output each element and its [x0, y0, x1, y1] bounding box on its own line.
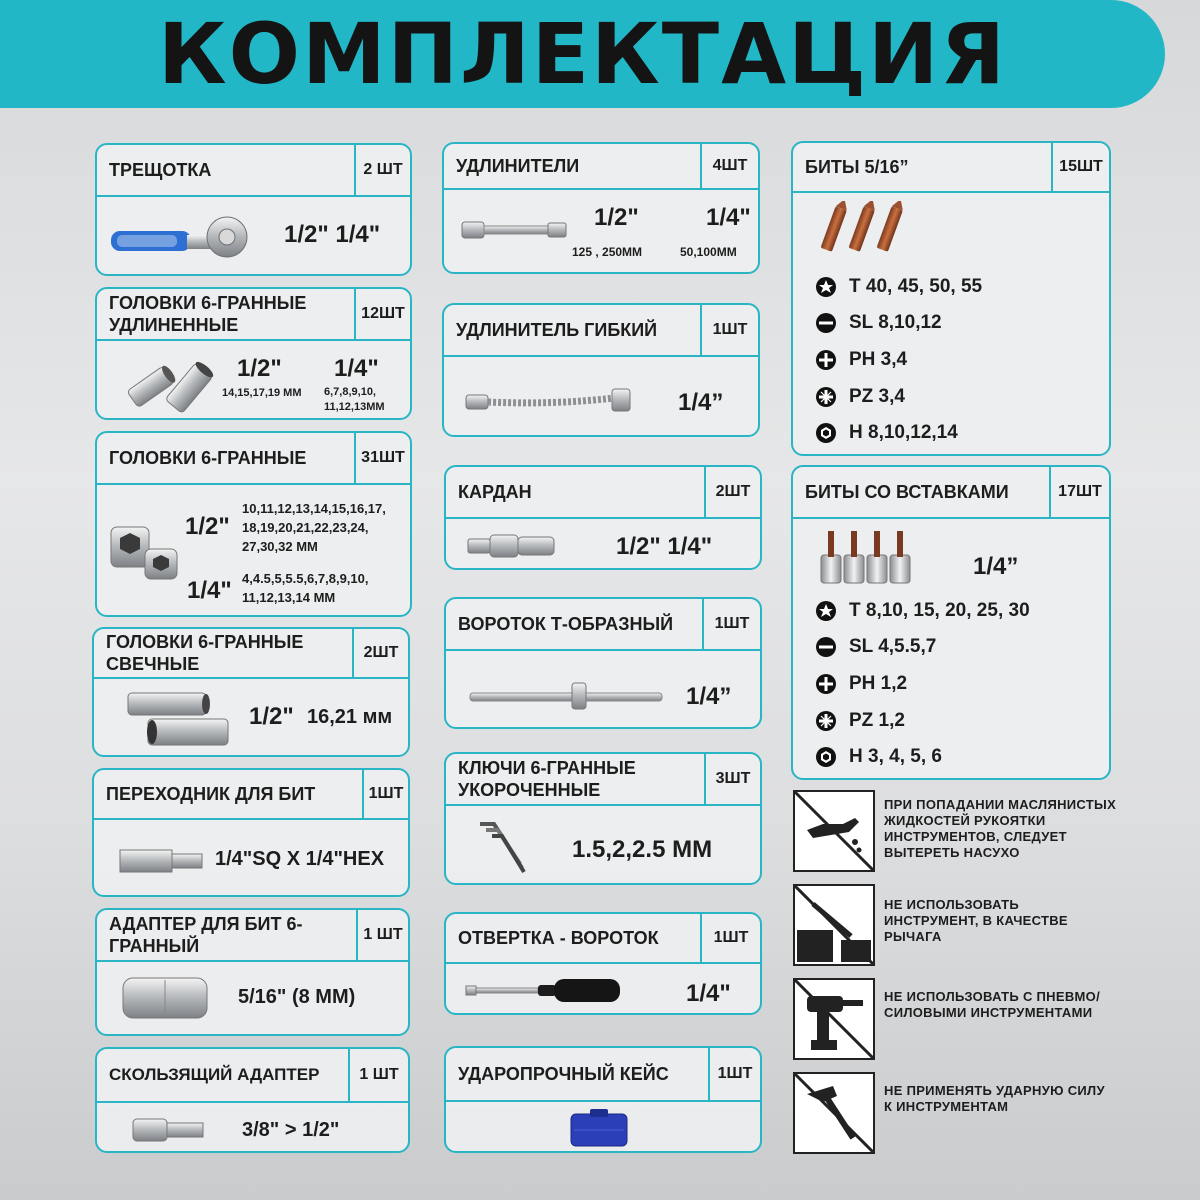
bit-row-pozidriv [815, 707, 905, 735]
card-sockets [95, 431, 412, 617]
bit-adapter-image [118, 844, 208, 878]
insert-bits-size: 1/4” [973, 553, 1019, 580]
bit-row-hex [815, 743, 942, 771]
bit-row-label: SL 4,5.5,7 [849, 636, 937, 657]
spark-sockets-size: 1/2" [249, 703, 294, 730]
hex-keys-image [472, 818, 532, 878]
long-sockets-image [119, 353, 219, 413]
slide-adapter-image [131, 1109, 207, 1151]
long-sockets-size-a: 1/2" [237, 355, 282, 382]
screwdriver-size: 1/4" [686, 980, 731, 1007]
bit-row-label: PZ 1,2 [849, 710, 905, 731]
spark-sockets-image [122, 687, 242, 753]
card-qty: 2 ШТ [354, 145, 410, 195]
bit-adapter-size: 1/4"SQ X 1/4"HEX [215, 848, 385, 870]
warning-oil-text: ПРИ ПОПАДАНИИ МАСЛЯНИСТЫХ ЖИДКОСТЕЙ РУКОЯТКИ ИНСТРУМЕНТОВ, СЛЕДУЕТ ВЫТЕРЕТЬ НАСУХО [884, 797, 1117, 860]
bit-row-label: PH 3,4 [849, 349, 908, 370]
case-image [568, 1108, 630, 1148]
bit-row-torx [815, 273, 982, 301]
bit-row-pozidriv [815, 383, 905, 411]
bit-row-label: T 40, 45, 50, 55 [849, 276, 983, 297]
hex-icon [815, 422, 837, 444]
bit-row-label: PH 1,2 [849, 673, 908, 694]
card-t-handle [444, 597, 762, 729]
card-title: АДАПТЕР ДЛЯ БИТ 6-ГРАННЫЙ [109, 914, 303, 956]
card-title: СКОЛЬЗЯЩИЙ АДАПТЕР [109, 1065, 320, 1084]
card-title: УДАРОПРОЧНЫЙ КЕЙС [458, 1064, 669, 1084]
insert-bits-image [817, 525, 917, 587]
card-qty: 1ШТ [700, 305, 758, 355]
hex-keys-size: 1.5,2,2.5 ММ [572, 836, 713, 863]
card-title: БИТЫ 5/16” [805, 157, 909, 177]
hex-icon [815, 746, 837, 768]
sockets-image [107, 519, 183, 585]
card-screwdriver [444, 912, 762, 1015]
sockets-size-a: 1/2" [185, 513, 230, 540]
slotted-icon [815, 636, 837, 658]
slotted-icon [815, 312, 837, 334]
phillips-icon [815, 673, 837, 695]
pozidriv-icon [815, 386, 837, 408]
flex-extension-size: 1/4” [678, 389, 724, 416]
bit-row-label: SL 8,10,12 [849, 312, 942, 333]
card-title: ПЕРЕХОДНИК ДЛЯ БИТ [106, 784, 316, 804]
card-qty: 1ШТ [362, 770, 408, 818]
card-title: ОТВЕРТКА - ВОРОТОК [458, 928, 659, 948]
bit-row-slotted [815, 309, 942, 337]
card-slide-adapter [95, 1047, 410, 1153]
card-qty: 1 ШТ [348, 1049, 408, 1101]
extensions-image [460, 218, 570, 242]
long-sockets-detail-b: 6,7,8,9,10, 11,12,13ММ [324, 386, 385, 413]
card-ratchet [95, 143, 412, 276]
bit-row-label: H 8,10,12,14 [849, 422, 958, 443]
pozidriv-icon [815, 710, 837, 732]
extensions-detail-b: 50,100ММ [680, 245, 737, 259]
cardan-sizes: 1/2" 1/4" [616, 533, 713, 560]
torx-icon [815, 276, 837, 298]
hex-bit-adapter-image [121, 974, 211, 1024]
card-qty: 2ШТ [704, 467, 760, 517]
extensions-size-b: 1/4" [706, 204, 751, 231]
card-qty: 3ШТ [704, 754, 760, 804]
warning-power-tool-text: НЕ ИСПОЛЬЗОВАТЬ С ПНЕВМО/СИЛОВЫМИ ИНСТРУМЕНТАМИ [884, 989, 1100, 1020]
phillips-icon [815, 349, 837, 371]
t-handle-size: 1/4” [686, 683, 732, 710]
t-handle-image [468, 677, 664, 713]
long-sockets-detail-a: 14,15,17,19 ММ [222, 387, 302, 399]
card-hex-bit-adapter [95, 908, 410, 1036]
card-title: ГОЛОВКИ 6-ГРАННЫЕ УДЛИНЕННЫЕ [109, 293, 307, 335]
warning-hammer-text: НЕ ПРИМЕНЯТЬ УДАРНУЮ СИЛУ К ИНСТРУМЕНТАМ [884, 1083, 1105, 1114]
card-qty: 1ШТ [708, 1048, 760, 1100]
cardan-image [466, 531, 558, 561]
card-flex-extension [442, 303, 760, 437]
bits-image [819, 201, 905, 259]
card-case [444, 1046, 762, 1153]
screwdriver-image [464, 976, 624, 1006]
spark-sockets-detail: 16,21 мм [307, 706, 393, 728]
extensions-size-a: 1/2" [594, 204, 639, 231]
card-title: ГОЛОВКИ 6-ГРАННЫЕ СВЕЧНЫЕ [106, 632, 304, 674]
slide-adapter-size: 3/8" > 1/2" [242, 1119, 340, 1141]
card-title: КЛЮЧИ 6-ГРАННЫЕ УКОРОЧЕННЫЕ [458, 758, 636, 800]
hex-bit-adapter-size: 5/16" (8 ММ) [238, 986, 356, 1008]
page-title: КОМПЛЕКТАЦИЯ [158, 5, 1007, 103]
card-title: БИТЫ СО ВСТАВКАМИ [805, 482, 1009, 502]
card-insert-bits [791, 465, 1111, 780]
bit-row-label: T 8,10, 15, 20, 25, 30 [849, 600, 1030, 621]
card-title: УДЛИНИТЕЛИ [456, 156, 580, 176]
card-long-sockets [95, 287, 412, 420]
sockets-detail-b: 4,4.5,5,5.5,6,7,8,9,10, 11,12,13,14 ММ [242, 571, 369, 605]
card-qty: 4ШТ [700, 144, 758, 188]
card-qty: 1 ШТ [356, 910, 408, 960]
card-qty: 12ШТ [354, 289, 410, 339]
card-extensions [442, 142, 760, 274]
bit-row-hex [815, 419, 958, 447]
ratchet-image [107, 211, 257, 263]
warning-lever-text: НЕ ИСПОЛЬЗОВАТЬ ИНСТРУМЕНТ, В КАЧЕСТВЕ РЫЧАГА [884, 897, 1068, 944]
bit-row-label: PZ 3,4 [849, 386, 905, 407]
bit-row-label: H 3, 4, 5, 6 [849, 746, 942, 767]
card-hex-keys [444, 752, 762, 885]
card-qty: 2ШТ [352, 629, 408, 677]
card-title: УДЛИНИТЕЛЬ ГИБКИЙ [456, 320, 658, 340]
card-qty: 1ШТ [702, 599, 760, 649]
card-qty: 15ШТ [1051, 143, 1109, 191]
card-qty: 1ШТ [700, 914, 760, 962]
flex-extension-image [464, 383, 634, 417]
no-oil-icon [793, 790, 875, 872]
bit-row-phillips [815, 346, 907, 374]
torx-icon [815, 600, 837, 622]
card-bit-adapter [92, 768, 410, 897]
card-title: ТРЕЩОТКА [109, 160, 212, 180]
card-bits [791, 141, 1111, 456]
bit-row-slotted [815, 633, 936, 661]
card-qty: 17ШТ [1049, 467, 1109, 517]
bit-row-torx [815, 597, 1030, 625]
sockets-size-b: 1/4" [187, 577, 232, 604]
long-sockets-size-b: 1/4" [334, 355, 379, 382]
no-power-tool-icon [793, 978, 875, 1060]
sockets-detail-a: 10,11,12,13,14,15,16,17, 18,19,20,21,22,23,24, 27,30,32 ММ [242, 501, 386, 554]
ratchet-sizes: 1/2" 1/4" [284, 221, 381, 248]
card-spark-sockets [92, 627, 410, 757]
bit-row-phillips [815, 670, 907, 698]
no-lever-icon [793, 884, 875, 966]
no-hammer-icon [793, 1072, 875, 1154]
card-title: ГОЛОВКИ 6-ГРАННЫЕ [109, 448, 307, 468]
extensions-detail-a: 125 , 250ММ [572, 245, 643, 259]
card-qty: 31ШТ [354, 433, 410, 483]
card-title: КАРДАН [458, 482, 532, 502]
card-title: ВОРОТОК Т-ОБРАЗНЫЙ [458, 614, 674, 634]
card-cardan [444, 465, 762, 570]
